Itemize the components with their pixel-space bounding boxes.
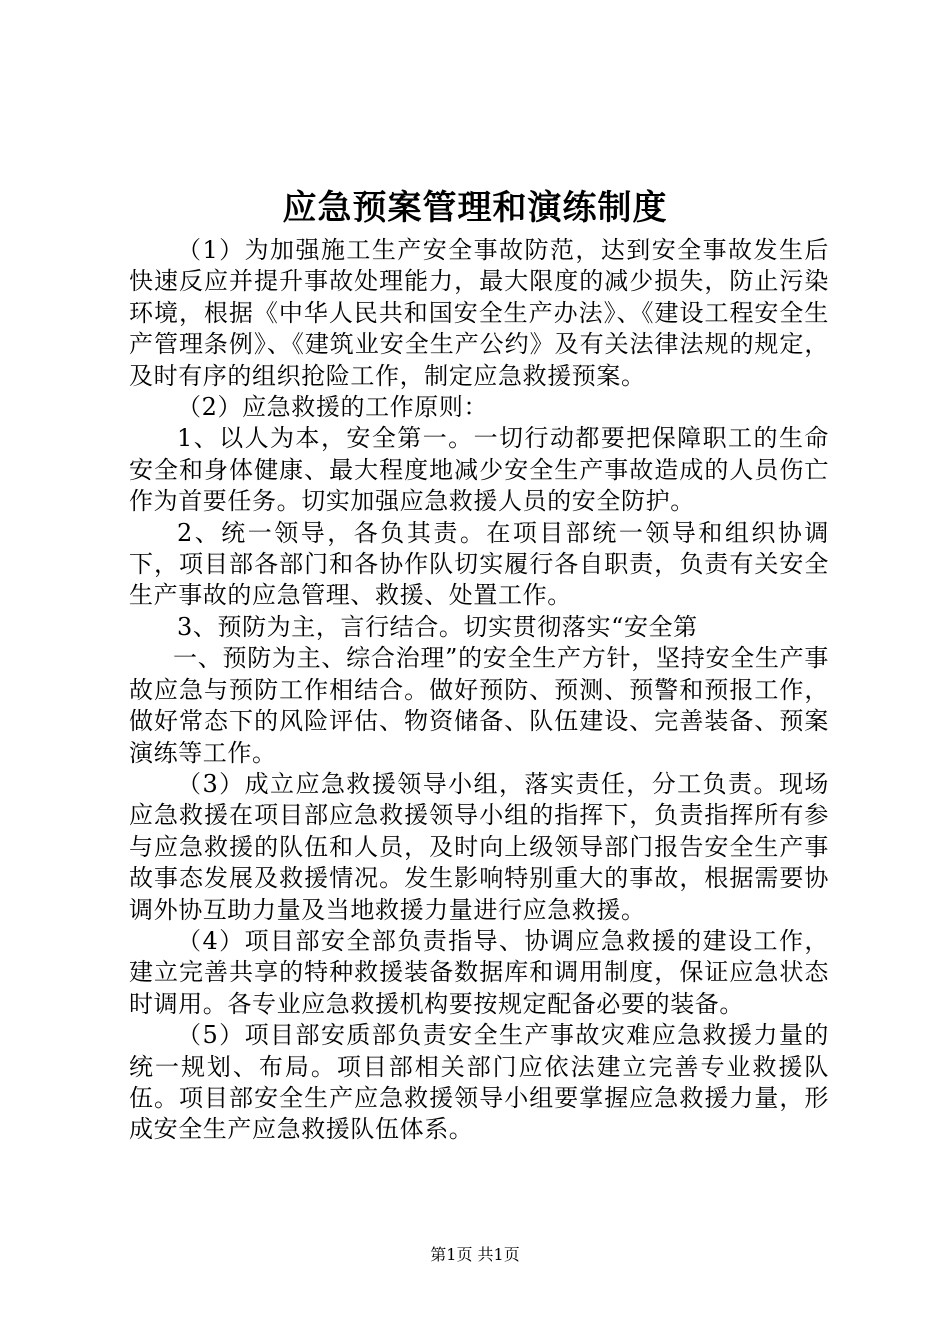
paragraph-7: （3）成立应急救援领导小组，落实责任，分工负责。现场应急救援在项目部应急救援领导小组的指挥下，负责指挥所有参与应急救援的队伍和人员，及时向上级领导部门报告安全生产事故事态发展及救援情况。发生影响特别重大的事故，根据需要协调外协互助力量及当地救援力量进行应急救援。: [129, 769, 829, 924]
paragraph-3: 1、以人为本，安全第一。一切行动都要把保障职工的生命安全和身体健康、最大程度地减少安全生产事故造成的人员伤亡作为首要任务。切实加强应急救援人员的安全防护。: [129, 424, 829, 516]
paragraph-9: （5）项目部安质部负责安全生产事故灾难应急救援力量的统一规划、布局。项目部相关部门应依法建立完善专业救援队伍。项目部安全生产应急救援领导小组要掌握应急救援力量，形成安全生产应急救援队伍体系。: [129, 1021, 829, 1144]
paragraph-2: （2）应急救援的工作原则：: [177, 393, 489, 422]
document-body: [129, 235, 829, 1146]
paragraph-1: （1）为加强施工生产安全事故防范，达到安全事故发生后快速反应并提升事故处理能力，最大限度的减少损失，防止污染环境，根据《中华人民共和国安全生产办法》、《建设工程安全生产管理条例》、《建筑业安全生产公约》及有关法律法规的规定，及时有序的组织抢险工作，制定应急救援预案。: [129, 236, 829, 390]
page-number-footer: 第1页 共1页: [430, 1245, 520, 1264]
paragraph-4: 2、统一领导，各负其责。在项目部统一领导和组织协调下，项目部各部门和各协作队切实履行各自职责，负责有关安全生产事故的应急管理、救援、处置工作。: [129, 518, 829, 610]
paragraph-8: （4）项目部安全部负责指导、协调应急救援的建设工作，建立完善共享的特种救援装备数据库和调用制度，保证应急状态时调用。各专业应急救援机构要按规定配备必要的装备。: [129, 926, 829, 1018]
paragraph-5: 3、预防为主，言行结合。切实贯彻落实“安全第: [177, 612, 698, 641]
document-title: 应急预案管理和演练制度: [282, 188, 668, 228]
paragraph-6: 一、预防为主、综合治理”的安全生产方针，坚持安全生产事故应急与预防工作相结合。做好预防、预测、预警和预报工作，做好常态下的风险评估、物资储备、队伍建设、完善装备、预案演练等工作。: [129, 644, 829, 767]
